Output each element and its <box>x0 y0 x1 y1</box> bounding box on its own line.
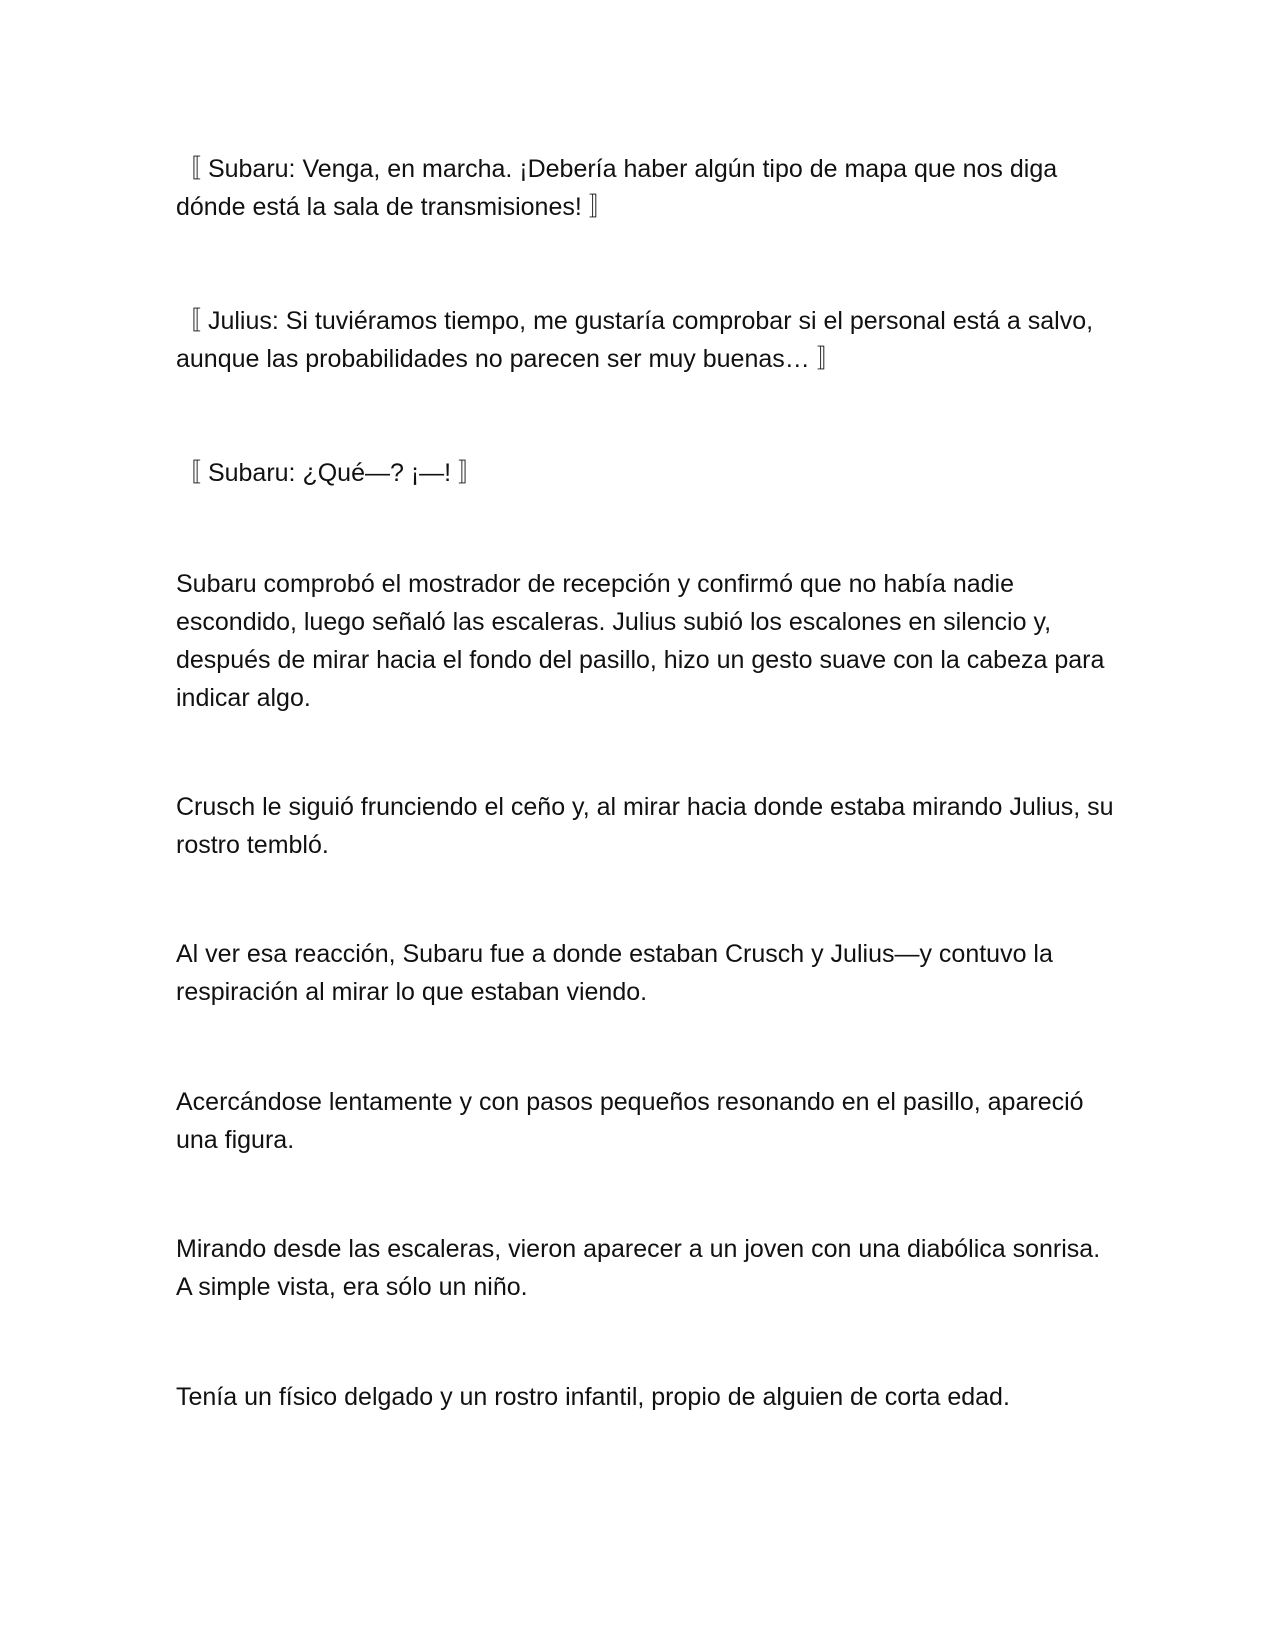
dialogue-paragraph-subaru-2: 〚 Subaru: ¿Qué—? ¡—! 〛 <box>176 459 484 487</box>
narration-paragraph-5: Mirando desde las escaleras, vieron aparecer a un joven con una diabólica sonrisa. A simple vista, era sólo un niño. <box>176 1235 1101 1301</box>
narration-paragraph-2: Crusch le siguió frunciendo el ceño y, al mirar hacia donde estaba mirando Julius, su rostro tembló. <box>176 793 1114 859</box>
narration-paragraph-6: Tenía un físico delgado y un rostro infantil, propio de alguien de corta edad. <box>176 1383 1010 1411</box>
narration-paragraph-1: Subaru comprobó el mostrador de recepción y confirmó que no había nadie escondido, luego señaló las escaleras. Julius subió los escalones en silencio y, después de mirar hacia el fondo del pasillo, hizo un gesto suave con la cabeza para indicar algo. <box>176 570 1105 712</box>
narration-paragraph-4: Acercándose lentamente y con pasos pequeños resonando en el pasillo, apareció una figura. <box>176 1088 1084 1154</box>
dialogue-paragraph-julius: 〚 Julius: Si tuviéramos tiempo, me gustaría comprobar si el personal está a salvo, aunque las probabilidades no parecen ser muy buenas… 〛 <box>176 307 1094 373</box>
dialogue-paragraph-subaru-1: 〚 Subaru: Venga, en marcha. ¡Debería haber algún tipo de mapa que nos diga dónde está la sala de transmisiones! 〛 <box>176 155 1058 221</box>
narration-paragraph-3: Al ver esa reacción, Subaru fue a donde estaban Crusch y Julius—y contuvo la respiración al mirar lo que estaban viendo. <box>176 940 1053 1006</box>
